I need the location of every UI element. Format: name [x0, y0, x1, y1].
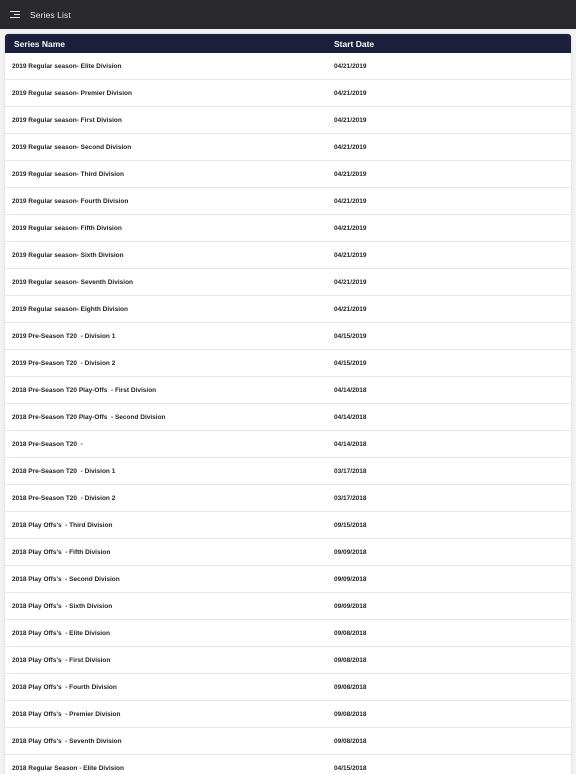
series-name-cell: 2019 Pre-Season T20 - Division 2 — [12, 359, 116, 367]
table-row[interactable] — [5, 593, 571, 620]
series-name-cell: 2019 Regular season- Eighth Division — [12, 305, 128, 313]
series-name-cell: 2019 Regular season- Premier Division — [12, 89, 132, 97]
table-row[interactable] — [5, 431, 571, 458]
table-row[interactable] — [5, 566, 571, 593]
series-name-cell: 2018 Pre-Season T20 - Division 2 — [12, 494, 116, 502]
start-date-cell: 04/21/2019 — [334, 116, 367, 124]
start-date-cell: 04/15/2019 — [334, 332, 367, 340]
series-name-cell: 2018 Play Offs's - Sixth Division — [12, 602, 113, 610]
start-date-cell: 04/14/2018 — [334, 386, 367, 394]
table-header — [5, 34, 571, 53]
table-row[interactable] — [5, 485, 571, 512]
series-name-cell: 2018 Play Offs's - Elite Division — [12, 629, 111, 637]
start-date-cell: 09/15/2018 — [334, 521, 367, 529]
table-row[interactable] — [5, 80, 571, 107]
start-date-cell: 04/21/2019 — [334, 251, 367, 259]
start-date-cell: 04/21/2019 — [334, 143, 367, 151]
series-name-cell: 2018 Play Offs's - Second Division — [12, 575, 120, 583]
table-row[interactable] — [5, 458, 571, 485]
table-row[interactable] — [5, 242, 571, 269]
series-name-cell: 2018 Play Offs's - Third Division — [12, 521, 113, 529]
series-name-cell: 2019 Regular season- Sixth Division — [12, 251, 124, 259]
start-date-cell: 09/08/2018 — [334, 629, 367, 637]
series-name-cell: 2018 Play Offs's - Premier Division — [12, 710, 121, 718]
table-row[interactable] — [5, 728, 571, 755]
table-row[interactable] — [5, 161, 571, 188]
table-row[interactable] — [5, 620, 571, 647]
start-date-cell: 04/21/2019 — [334, 197, 367, 205]
table-row[interactable] — [5, 134, 571, 161]
table-row[interactable] — [5, 755, 571, 774]
start-date-cell: 04/21/2019 — [334, 278, 367, 286]
start-date-cell: 04/21/2019 — [334, 170, 367, 178]
start-date-cell: 09/09/2018 — [334, 602, 367, 610]
table-row[interactable] — [5, 377, 571, 404]
series-name-cell: 2018 Pre-Season T20 Play-Offs - First Division — [12, 386, 157, 394]
table-row[interactable] — [5, 215, 571, 242]
table-row[interactable] — [5, 647, 571, 674]
table-row[interactable] — [5, 188, 571, 215]
start-date-cell: 04/15/2019 — [334, 359, 367, 367]
start-date-cell: 09/09/2018 — [334, 575, 367, 583]
series-name-cell: 2018 Regular Season - Elite Division — [12, 764, 124, 772]
series-name-cell: 2019 Pre-Season T20 - Division 1 — [12, 332, 116, 340]
start-date-cell: 04/15/2018 — [334, 764, 367, 772]
start-date-cell: 04/21/2019 — [334, 89, 367, 97]
table-row[interactable] — [5, 269, 571, 296]
table-row[interactable] — [5, 350, 571, 377]
page-title: Series List — [30, 9, 71, 20]
series-name-cell: 2019 Regular season- First Division — [12, 116, 122, 124]
column-header-start-date: Start Date — [334, 38, 375, 49]
start-date-cell: 04/21/2019 — [334, 224, 367, 232]
series-name-cell: 2019 Regular season- Third Division — [12, 170, 124, 178]
series-table — [5, 34, 571, 774]
table-row[interactable] — [5, 539, 571, 566]
table-row[interactable] — [5, 404, 571, 431]
series-name-cell: 2018 Pre-Season T20 Play-Offs - Second Division — [12, 413, 166, 421]
start-date-cell: 09/08/2018 — [334, 656, 367, 664]
start-date-cell: 04/21/2019 — [334, 62, 367, 70]
series-name-cell: 2019 Regular season- Elite Division — [12, 62, 122, 70]
table-row[interactable] — [5, 107, 571, 134]
table-row[interactable] — [5, 296, 571, 323]
app-bar — [0, 0, 576, 29]
series-name-cell: 2018 Play Offs's - Seventh Division — [12, 737, 122, 745]
start-date-cell: 04/14/2018 — [334, 440, 367, 448]
table-row[interactable] — [5, 701, 571, 728]
start-date-cell: 04/14/2018 — [334, 413, 367, 421]
table-row[interactable] — [5, 53, 571, 80]
table-row[interactable] — [5, 674, 571, 701]
start-date-cell: 04/21/2019 — [334, 305, 367, 313]
column-header-series-name: Series Name — [14, 38, 66, 49]
start-date-cell: 03/17/2018 — [334, 494, 367, 502]
series-name-cell: 2019 Regular season- Fourth Division — [12, 197, 129, 205]
series-name-cell: 2019 Regular season- Fifth Division — [12, 224, 122, 232]
series-name-cell: 2018 Pre-Season T20 - — [12, 440, 83, 448]
start-date-cell: 09/08/2018 — [334, 710, 367, 718]
start-date-cell: 09/08/2018 — [334, 683, 367, 691]
start-date-cell: 09/09/2018 — [334, 548, 367, 556]
menu-icon[interactable] — [10, 11, 20, 19]
series-name-cell: 2018 Pre-Season T20 - Division 1 — [12, 467, 116, 475]
start-date-cell: 03/17/2018 — [334, 467, 367, 475]
start-date-cell: 09/08/2018 — [334, 737, 367, 745]
table-row[interactable] — [5, 323, 571, 350]
series-name-cell: 2019 Regular season- Second Division — [12, 143, 132, 151]
series-name-cell: 2018 Play Offs's - Fourth Division — [12, 683, 117, 691]
series-name-cell: 2018 Play Offs's - First Division — [12, 656, 111, 664]
table-body — [5, 53, 571, 774]
series-name-cell: 2018 Play Offs's - Fifth Division — [12, 548, 111, 556]
table-row[interactable] — [5, 512, 571, 539]
series-name-cell: 2019 Regular season- Seventh Division — [12, 278, 134, 286]
